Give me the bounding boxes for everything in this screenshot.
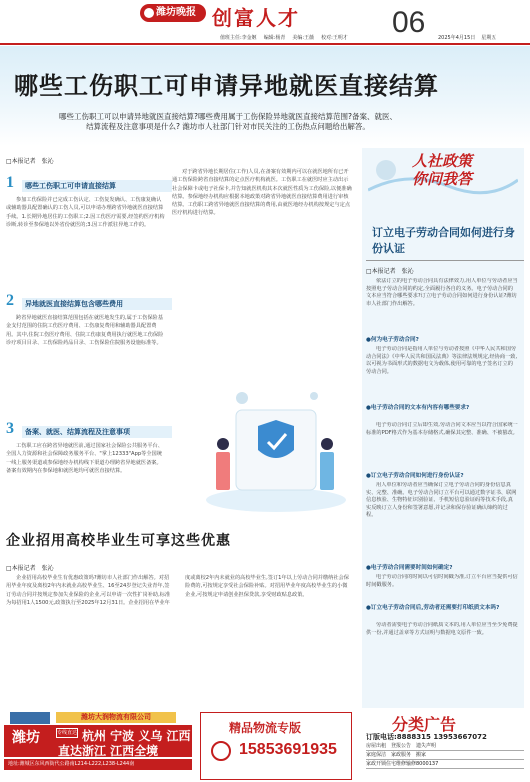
sidebar-rule [366, 260, 524, 261]
section-heading-2: 2 异地就医直接结算包含哪些费用 [6, 296, 166, 310]
ground-shadow [206, 488, 346, 512]
section-title: 创富人才 [212, 6, 300, 30]
ad-title: 精品物流专版 [229, 721, 302, 735]
bubble-icon [236, 392, 248, 404]
sidebar-answer: 电子劳动合同是指用人单位与劳动者按照《中华人民共和国劳动合同法》《中华人民共和国民法典》等法律法规规定,经协商一致,以可视为书面形式的数据电文为载体,使用可靠的电子签名订立的劳动合同。 [366, 346, 518, 375]
classified-tel: 订版电话:8888315 13953667072 [366, 733, 487, 741]
sidebar-question: ●电子劳动合同的文本有内容有哪些要求? [366, 405, 470, 411]
article-lead: 哪些工伤职工可以申请异地就医直接结算?哪些费用属于工伤保险异地就医直接结算范围?备案、就医、结算流程及注意事项是什么? 潍坊市人社部门针对市民关注的工伤热点问题给出解答。 [59, 112, 397, 131]
express-ad [200, 712, 352, 780]
sidebar-answer: 劳动者需要电子劳动合同纸质文本的,用人单位应当至少免费提供一份,并通过盖章等方式证明与数据电文原件一致。 [366, 622, 518, 636]
ad-tag: 专线直达 [57, 730, 78, 736]
shield-icon [258, 420, 294, 458]
staff-line: 值班主任:李金姬 编辑:杨青 美编:王薇 校对:王明才 [220, 35, 348, 41]
figure-right [320, 452, 334, 490]
section-body-3: 工伤职工应在跨省异地就医前,通过国家社会保险公共服务平台、全国人力资源和社会保障政务服务平台、"掌上12333"App等全国统一线上服务渠道或参保地经办机构线下渠道办理跨省异地就医备案。备案有效期内在参保地和就医地均可就医直接结算。 [6, 443, 163, 474]
ad-destinations: 杭州 宁波 义乌 江西 [82, 729, 191, 743]
sidebar-byline: □本报记者 张沁 [366, 268, 414, 275]
masthead-rule [0, 43, 530, 45]
logo-icon [144, 8, 154, 18]
figure-left [216, 452, 230, 490]
second-headline: 企业招用高校毕业生可享这些优惠 [6, 533, 231, 549]
person-head-right [321, 438, 333, 450]
ad-destinations-2: 直达浙江 江西全境 [58, 744, 159, 758]
logistics-ad [4, 712, 192, 780]
ad-phone: 15853691935 [239, 741, 337, 758]
section-heading-3: 3 备案、就医、结算流程及注意事项 [6, 424, 166, 438]
sidebar-title: 订立电子劳动合同如何进行身份认证 [372, 226, 515, 255]
bubble-icon [310, 392, 318, 400]
sidebar-question: ●何为电子劳动合同? [366, 337, 419, 343]
sidebar-answer: 电子劳动合同的时间以可信时间戳为准,订立平台应当提供可信时间戳服务。 [366, 574, 518, 588]
sidebar-question: ●订立电子劳动合同如何进行身份认证? [366, 473, 464, 479]
sidebar-header: 人社政策 你问我答 [412, 152, 473, 188]
newspaper-logo: 潍坊晚报 [140, 4, 206, 22]
main-headline: 哪些工伤职工可申请异地就医直接结算 [14, 72, 439, 100]
byline-2: □本报记者 张沁 [6, 565, 54, 572]
section-body-1: 参加工伤保险并已完成工伤认定、工伤复发确认、工伤康复确认或辅助器具配置确认的工伤人员,可以申请办理跨省异地就医直接结算手续。1.长期异地居住的工伤职工;2.因工伤医疗需要,经签约医疗机构诊断,转诊至参保地以外省份就医的;3.因工作派驻异地工作的。 [6, 197, 165, 228]
second-article-body: 企业招用高校毕业生有优惠政策吗?潍坊市人社部门作出解答。对招用毕业年度及离校2年内未就业高校毕业生、16至24岁登记失业青年,签订劳动合同并按规定参加失业保险的企业,可以申请一次性扩岗补助,标准为每招用1人1500元,政策执行至2025年12月31日。企业招用在毕业年度或离校2年内未就业的高校毕业生,签订1年以上劳动合同并缴纳社会保险费的,可按规定享受社会保险补贴。对招用毕业年度高校毕业生的小微企业,可按规定申请创业担保贷款,享受财政贴息政策。 [6, 575, 349, 606]
ad-origin: 潍坊 [12, 730, 40, 746]
person-head-left [217, 438, 229, 450]
section-body-2: 跨省异地就医直接结算范围包括在就医地发生的,属于工伤保险基金支付范围的住院工伤医疗费用、工伤康复费用和辅助器具配置费用。其中,住院工伤医疗费用、住院工伤康复费用执行就医地工伤保险诊疗项目目录、工伤保险药品目录、工伤保险住院服务设施标准等。 [6, 315, 164, 346]
classified-title: 分类广告 [392, 715, 457, 734]
sidebar-answer: 用人单位和劳动者应当确保订立电子劳动合同的身份信息真实、完整、准确。电子劳动合同订立平台可以通过数字证书、联网信息核验、生物特征识别验证、手机短信息验证码等技术手段,真实反映订立人身份和签署意愿,并记录和保存验证确认缔约的过程。 [366, 482, 517, 519]
sidebar-question: ●电子劳动合同需要时间如何确定? [366, 565, 453, 571]
issue-date: 2025年4月15日 星期五 [438, 35, 497, 41]
classified-ad [366, 712, 524, 780]
ad-address: 地址:潍城区东风西街代公路南L214-L222,L238-L244南 [4, 759, 192, 770]
illustration [196, 370, 356, 520]
classified-cells: 房屋出租 登报公告 遗失声明 家庭保洁 家政服务 搬家 家政开锁住宅维修输修8000137 [366, 742, 524, 769]
sidebar-intro: 依法订立的电子劳动合同具有法律效力,用人单位与劳动者应当按照电子劳动合同的约定,全面履行各自的义务。电子劳动合同的文本应当符合哪些要求?订立电子劳动合同如何进行身份认证?潍坊市人社部门作出解答。 [366, 278, 518, 307]
page-number: 06 [392, 6, 426, 39]
sidebar-question: ●订立电子劳动合同后,劳动者还需要打印纸质文本吗? [366, 605, 500, 611]
article-continuation: 对于跨省异地长期居住(工作)人员,在备案有效期内可以在就医地所有已开通工伤保险跨省直接结算的定点医疗机构就医。工伤职工在就医时应主动出示社会保障卡或电子社保卡,并告知就医机构其本次就医性质为工伤保险,以便准确结算。参保地经办机构应根据本地政策对跨省异地就医直接结算费用进行审核结算。工伤职工跨省异地就医直接结算的费用,由就医地经办机构按规定与定点医疗机构进行结算。 [172, 169, 352, 217]
byline: □本报记者 张沁 [6, 158, 54, 165]
ad-company: 潍坊大润物流有限公司 [56, 712, 176, 723]
sidebar-answer: 电子劳动合同订立后即生效,劳动合同文本应当以符合国家统一标准的PDF格式作为基本存储格式,确保其完整、准确、不被篡改。 [366, 422, 518, 436]
section-heading-1: 1 哪些工伤职工可申请直接结算 [6, 178, 166, 192]
truck-icon [10, 712, 50, 724]
phone-icon [211, 741, 231, 761]
